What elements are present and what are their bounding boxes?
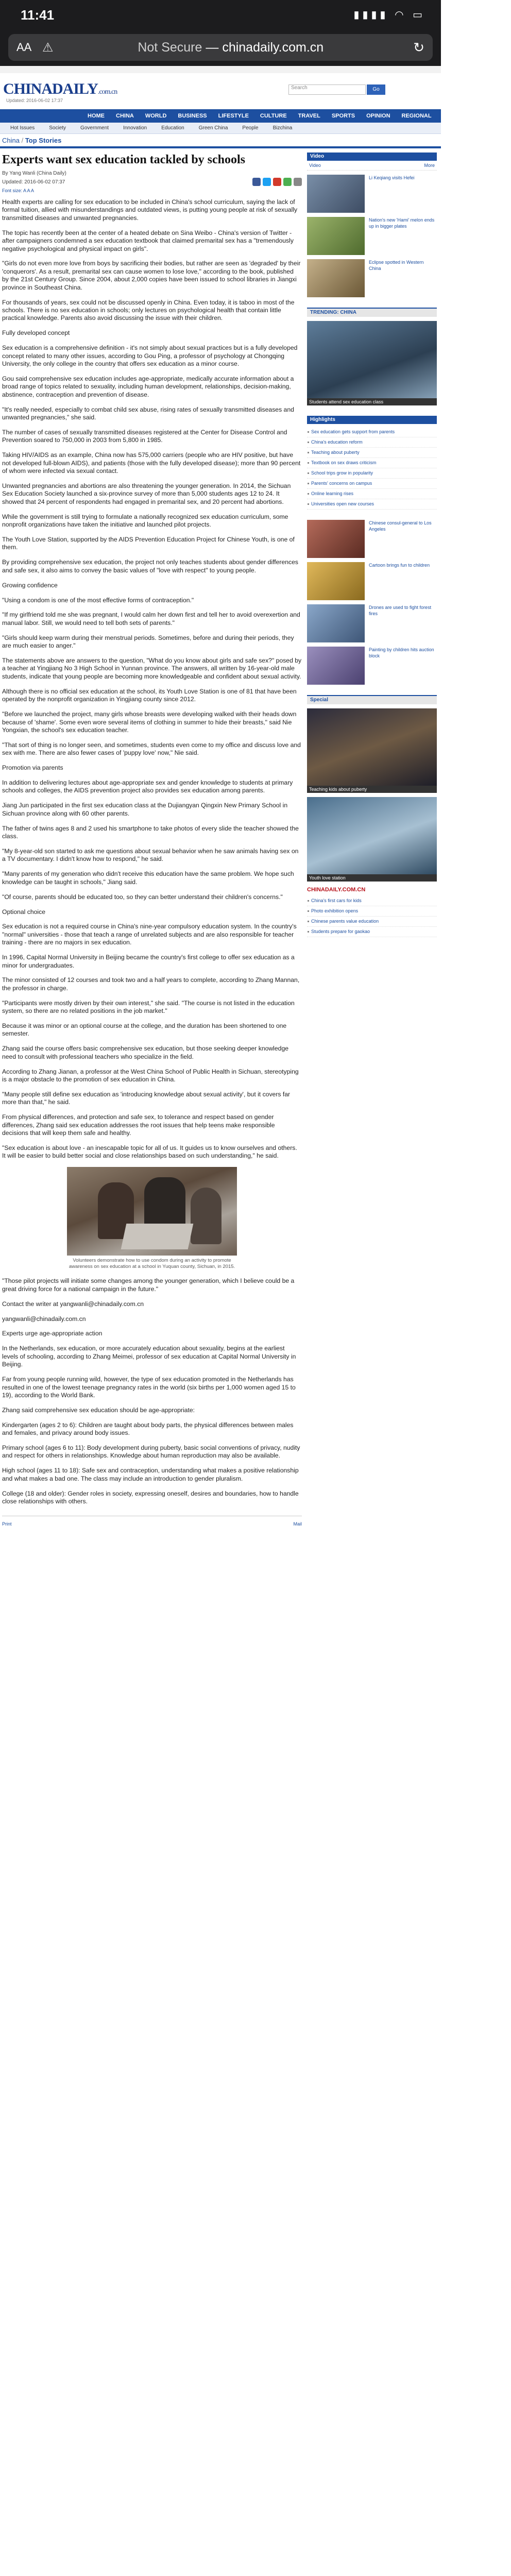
nav-travel[interactable]: TRAVEL [298,113,320,119]
sidebar-story[interactable] [307,562,437,600]
list-item[interactable]: Parents' concerns on campus [307,479,437,489]
article-paragraph: "Many parents of my generation who didn't receive this education have the same problem. We hope such knowledge can be taught in schools," Jiang said. [2,870,294,886]
breadcrumb: China / Top Stories [2,137,62,144]
article-headline: Experts want sex education tackled by schools [2,153,246,166]
list-item[interactable]: China's first cars for kids [307,896,437,906]
article-paragraph: Because it was minor or an optional course at the college, and the duration has been shortened to one semester. [2,1022,287,1038]
trending-photo[interactable] [307,321,437,398]
special-caption[interactable]: Youth love station [307,874,437,882]
nav-business[interactable]: BUSINESS [178,113,207,119]
story-title[interactable]: Painting by children hits auction block [369,647,434,658]
article-paragraph: From physical differences, and protection and safe sex, to tolerance and respect based on gender differences, Zhang said sex education addresses the root issues that help teens make responsible decisions that will keep them safe and healthy. [2,1113,275,1137]
article-paragraph: "Of course, parents should be educated too, so they can better understand their children's concerns." [2,893,283,901]
article-paragraph: Fully developed concept [2,329,70,337]
article-paragraph: While the government is still trying to formulate a nationally recognized sex education curriculum, some nonprofit organizations have taken the initiative and launched pilot projects. [2,513,288,529]
article-paragraph: "Participants were mostly driven by their own interest," she said. "The course is not listed in the education system, so there are no related positions in the job market." [2,999,295,1015]
article-paragraph: Growing confidence [2,581,58,589]
cd-list [307,896,437,937]
sidebar-highlights-title: Highlights [307,416,437,424]
article-paragraph: "It's really needed, especially to combat child sex abuse, rising rates of sexually transmitted diseases and unwanted pregnancies," she said. [2,405,294,421]
article-paragraph: Gou said comprehensive sex education includes age-appropriate, medically accurate information about a broad range of topics related to sexuality, including human development, relationships, decision-making, abstinence, contraception and prevention of disease. [2,375,294,398]
article-body [2,198,302,1160]
nav-home[interactable]: HOME [88,113,105,119]
article-paragraph: "Those pilot projects will initiate some changes among the younger generation, which I believe could be a great driving force for a national campaign in the future." [2,1277,295,1293]
sidebar-video-links [307,161,437,171]
article-paragraph: In the Netherlands, sex education, or more accurately education about sexuality, begins at the earliest levels of schooling, according to Zhang Meimei, professor of sex education at Capital Normal University in Beijing. [2,1345,296,1368]
article-paragraph: Sex education is a comprehensive definition - it's not simply about sexual practices but is a fully developed concept related to many other issues, according to Gou Ping, a professor of psychology at Chongqing University, the only college in the country that offers sex education as a minor course. [2,344,298,367]
story-title[interactable]: Eclipse spotted in Western China [369,260,424,271]
article-paragraph: "Using a condom is one of the most effective forms of contraception." [2,596,194,604]
article-paragraph: "That sort of thing is no longer seen, and sometimes, students even come to my office and discuss love and sex with me. There are also fewer cases of 'puppy love' now," Nie said. [2,741,301,757]
article-paragraph: Although there is no official sex education at the school, its Youth Love Station is one of 81 that have been operated by the nonprofit organization in Yingjiang county since 2012. [2,687,297,703]
list-item[interactable]: Online learning rises [307,489,437,499]
article-paragraph: The father of twins ages 8 and 2 used his smartphone to take photos of every slide the teacher showed the class. [2,824,299,840]
article-paragraph: By providing comprehensive sex education, the project not only teaches students about gender differences and safe sex, it also aims to convey the basic values of "love with respect" to young people. [2,558,298,574]
article-paragraph: Far from young people running wild, however, the type of sex education promoted in the Netherlands has resulted in one of the lowest teenage pregnancy rates in the world (six births per 1,000 women aged 15 to 19), according to the World Bank. [2,1376,296,1399]
list-item[interactable]: China's education reform [307,437,437,448]
wechat-icon[interactable] [283,178,292,186]
article [2,152,302,1532]
story-title[interactable]: Drones are used to fight forest fires [369,605,432,616]
sidebar-trending-title: TRENDING: CHINA [307,308,437,317]
story-thumbnail[interactable] [307,604,365,642]
article-paragraph: "Many people still define sex education as 'introducing knowledge about sexual activity', but it covers far more than that," he said. [2,1091,291,1106]
nav-world[interactable]: WORLD [145,113,167,119]
special-photo[interactable] [307,708,437,786]
share-bar [252,178,302,186]
article-paragraph: Experts urge age-appropriate action [2,1330,103,1337]
story-thumbnail[interactable] [307,259,365,297]
nav-forum[interactable]: FORUM [442,113,464,119]
story-title[interactable]: Chinese consul-general to Los Angeles [369,520,432,532]
sidebar-story[interactable] [307,175,437,213]
site-logo[interactable]: CHINADAILY.com.cn [3,80,117,97]
sidebar [307,152,437,940]
site-top-strip [0,66,441,74]
nav-newspaper[interactable]: NEWSPAPER [474,113,511,119]
sidebar-video-title: Video [307,152,437,161]
story-title[interactable]: Nation's new 'Hami' melon ends up in bigger plates [369,217,435,229]
list-item[interactable]: Teaching about puberty [307,448,437,458]
article-paragraph: Zhang said comprehensive sex education should be age-appropriate: [2,1406,195,1414]
article-paragraph: Taking HIV/AIDS as an example, China now has 575,000 carriers (people who are HIV positive, but have not developed full-blown AIDS), and patients (those with the fully developed disease); more than 90 percent of whom were infected via sexual contact. [2,451,301,475]
story-title[interactable]: Cartoon brings fun to children [369,563,430,568]
status-indicators: ▮▮▮▮ ◠ ▭ [353,9,425,21]
article-paragraph: Contact the writer at yangwanli@chinadaily.com.cn [2,1300,144,1308]
story-thumbnail[interactable] [307,175,365,213]
breadcrumb-china[interactable]: China [2,137,20,144]
article-paragraph: College (18 and older): Gender roles in society, expressing oneself, desires and boundaries, how to handle close relationships with others. [2,1489,299,1505]
article-paragraph: Promotion via parents [2,764,63,772]
clock: 11:41 [21,7,55,23]
article-paragraph: In 1996, Capital Normal University in Beijing became the country's first college to offer sex education as a minor for undergraduates. [2,954,295,969]
article-paragraph: Health experts are calling for sex education to be included in China's school curriculum, saying the lack of formal tuition, allied with misunderstandings and outdated views, is putting young people at risk of sexually transmitted diseases and unwanted pregnancies. [2,198,298,222]
article-paragraph: The topic has recently been at the center of a heated debate on Sina Weibo - China's version of Twitter - after campaigners condemned a sex education textbook that claimed premarital sex has a "tremendously negative psychological and physical impact on girls". [2,229,294,252]
story-thumbnail[interactable] [307,217,365,255]
article-paragraph: "Before we launched the project, many girls whose breasts were developing walked with their heads down because of 'shame'. Some even wore several items of clothing in summer to hide their breasts," said Nie Yongxian, the school's sex education teacher. [2,710,297,734]
nav-sports[interactable]: SPORTS [331,113,355,119]
browser-bar [0,30,441,66]
article-paragraph: For thousands of years, sex could not be discussed openly in China. Even today, it is taboo in most of the schools. There is no sex education in schools; only lectures on psychological health that contain little practical knowledge. Parents also avoid discussing the issue with their children. [2,298,295,322]
story-thumbnail[interactable] [307,562,365,600]
sidebar-story[interactable] [307,217,437,255]
article-paragraph: Zhang said the course offers basic comprehensive sex education, but those seeking deeper knowledge need to consult with professional teachers who specialize in the field. [2,1045,289,1060]
sidebar-story[interactable] [307,520,437,558]
subnav-green-china[interactable]: Green China [198,125,228,131]
article-paragraph: "If my girlfriend told me she was pregnant, I would calm her down first and tell her to avoid overexertion and manual labor. Still, we would need to tell both sets of parents." [2,611,300,626]
secondary-nav [0,123,441,134]
article-paragraph: According to Zhang Jianan, a professor at the West China School of Public Health in Sichuan, stereotyping is a major obstacle to the promotion of sex education in China. [2,1067,299,1083]
search-button[interactable]: Go [367,84,385,95]
article-paragraph: Kindergarten (ages 2 to 6): Children are taught about body parts, the physical differences between males and females, and privacy around body issues. [2,1421,294,1437]
list-item[interactable]: Textbook on sex draws criticism [307,458,437,468]
subnav-society[interactable]: Society [49,125,66,131]
article-footer [2,1516,302,1532]
trending-caption[interactable]: Students attend sex education class [307,398,437,405]
list-item[interactable]: Chinese parents value education [307,917,437,927]
list-item[interactable]: Universities open new courses [307,499,437,510]
subnav-people[interactable]: People [242,125,259,131]
article-paragraph: The Youth Love Station, supported by the AIDS Prevention Education Project for Chinese Youth, is one of them. [2,536,295,551]
article-paragraph: Sex education is not a required course in China's nine-year compulsory education system. In the country's "normal" universities - those that teach a range of unrelated subjects and are also responsible for teacher training - there are no majors in sex education. [2,923,297,946]
chinadaily-badge[interactable]: CHINADAILY.COM.CN [307,887,366,893]
article-paragraph: The number of cases of sexually transmitted diseases registered at the Center for Disease Control and Prevention soared to 750,000 in 2003 from 5,800 in 1985. [2,428,287,444]
breadcrumb-rule [0,146,441,148]
address-bar[interactable] [8,34,433,61]
breadcrumb-top-stories[interactable]: Top Stories [25,137,62,144]
sidebar-story[interactable] [307,259,437,297]
article-paragraph: High school (ages 11 to 18): Safe sex and contraception, understanding what makes a positive relationship and what makes a bad one. The class may include an introduction to gender pluralism. [2,1467,299,1482]
sidebar-special-title: Special [307,695,437,704]
photo-caption: Volunteers demonstrate how to use condom during an activity to promote awareness on sex education at a school in Yuquan county, Sichuan, in 2015. [69,1258,235,1270]
article-paragraph: "Girls should keep warm during their menstrual periods. Sometimes, before and during their periods, they are much easier to anger." [2,634,294,650]
article-paragraph: "Girls do not even more love from boys by sacrificing their bodies, but rather are seen as 'degraded' by their 'conquerors'. As a result, premarital sex can cause women to lose love," according to the book, published by the 21st Century Group. Since 2004, about 2,000 copies have been issued to school libraries in Jiangxi province in Southeast China. [2,260,301,291]
story-title[interactable]: Li Keqiang visits Hefei [369,175,415,180]
subnav-hot-issues[interactable]: Hot Issues [10,125,35,131]
article-paragraph: Unwanted pregnancies and abortions are also threatening the younger generation. In 2014, the Sichuan Sex Education Society launched a six-province survey of more than 5,000 students ages 12 to 24. It showed that 24 percent of respondents had engaged in premarital sex, and 20 percent had abortions. [2,482,291,505]
weibo-icon[interactable] [273,178,281,186]
video-link[interactable]: Video [309,163,321,168]
search-input[interactable]: Search [288,84,366,95]
list-item[interactable]: Sex education gets support from parents [307,427,437,437]
article-paragraph: Primary school (ages 6 to 11): Body development during puberty, basic social conventions of privacy, nudity and respect for others in relationships. Knowledge about human reproduction may also be available. [2,1444,300,1460]
story-thumbnail[interactable] [307,647,365,685]
article-paragraph: In addition to delivering lectures about age-appropriate sex and gender knowledge to students at primary schools and colleges, the AIDS prevention project also provides sex education among parents. [2,779,293,794]
warning-icon: ⚠ [42,40,54,55]
print-link[interactable]: Print [2,1521,12,1527]
list-item[interactable]: School trips grow in popularity [307,468,437,479]
subnav-government[interactable]: Government [80,125,109,131]
twitter-icon[interactable] [263,178,271,186]
url-text[interactable]: Not Secure — chinadaily.com.cn [138,40,324,55]
article-paragraph: The minor consisted of 12 courses and took two and a half years to complete, according to Zhang Mannan, the professor in charge. [2,976,300,992]
sidebar-story[interactable] [307,604,437,642]
site-header [0,73,441,109]
site-updated: Updated: 2016-06-02 17:37 [6,98,63,103]
more-share-icon[interactable] [294,178,302,186]
nav-culture[interactable]: CULTURE [260,113,287,119]
subnav-education[interactable]: Education [161,125,184,131]
nav-opinion[interactable]: OPINION [366,113,390,119]
article-paragraph: Jiang Jun participated in the first sex education class at the Dujiangyan Qingxin New Primary School in Sichuan province along with 60 other parents. [2,802,288,817]
subnav-bizchina[interactable]: Bizchina [272,125,293,131]
reload-icon[interactable]: ↻ [413,39,424,55]
nav-china[interactable]: CHINA [116,113,134,119]
highlights-list [307,427,437,510]
article-paragraph: The statements above are answers to the question, "What do you know about girls and safe sex?" posed by a teacher at Yingjiang No 3 High School in Yunnan province. The answers, all written by 16-year-old male students, indicate that young people are becoming more knowledgeable and confident about sexual activity. [2,657,302,680]
font-size-control[interactable]: Font size: A A A [2,188,35,193]
special-caption[interactable]: Teaching kids about puberty [307,786,437,793]
article-paragraph: "Sex education is about love - an inescapable topic for all of us. It guides us to know ourselves and others. It will be easier to build better social and close relationships based on such understanding," he said. [2,1144,297,1160]
sidebar-story[interactable] [307,647,437,685]
article-paragraph: Optional choice [2,908,46,916]
reader-aa-button[interactable]: AA [16,41,32,54]
primary-nav [0,109,511,123]
status-bar [0,0,441,30]
article-paragraph: yangwanli@chinadaily.com.cn [2,1315,86,1323]
list-item[interactable]: Students prepare for gaokao [307,927,437,937]
nav-regional[interactable]: REGIONAL [401,113,432,119]
facebook-icon[interactable] [252,178,261,186]
video-more-link[interactable]: More [424,163,435,168]
special-photo[interactable] [307,797,437,874]
list-item[interactable]: Photo exhibition opens [307,906,437,917]
story-thumbnail[interactable] [307,520,365,558]
article-body-continued [2,1277,302,1505]
article-byline: By Yang Wanli (China Daily) [2,171,66,176]
subnav-innovation[interactable]: Innovation [123,125,147,131]
nav-lifestyle[interactable]: LIFESTYLE [218,113,249,119]
mail-link[interactable]: Mail [293,1521,302,1527]
article-updated: Updated: 2016-06-02 07:37 [2,179,65,185]
article-photo [67,1167,237,1256]
article-paragraph: "My 8-year-old son started to ask me questions about sexual behavior when he saw animals having sex on a TV documentary. I didn't know how to respond," he said. [2,847,299,863]
